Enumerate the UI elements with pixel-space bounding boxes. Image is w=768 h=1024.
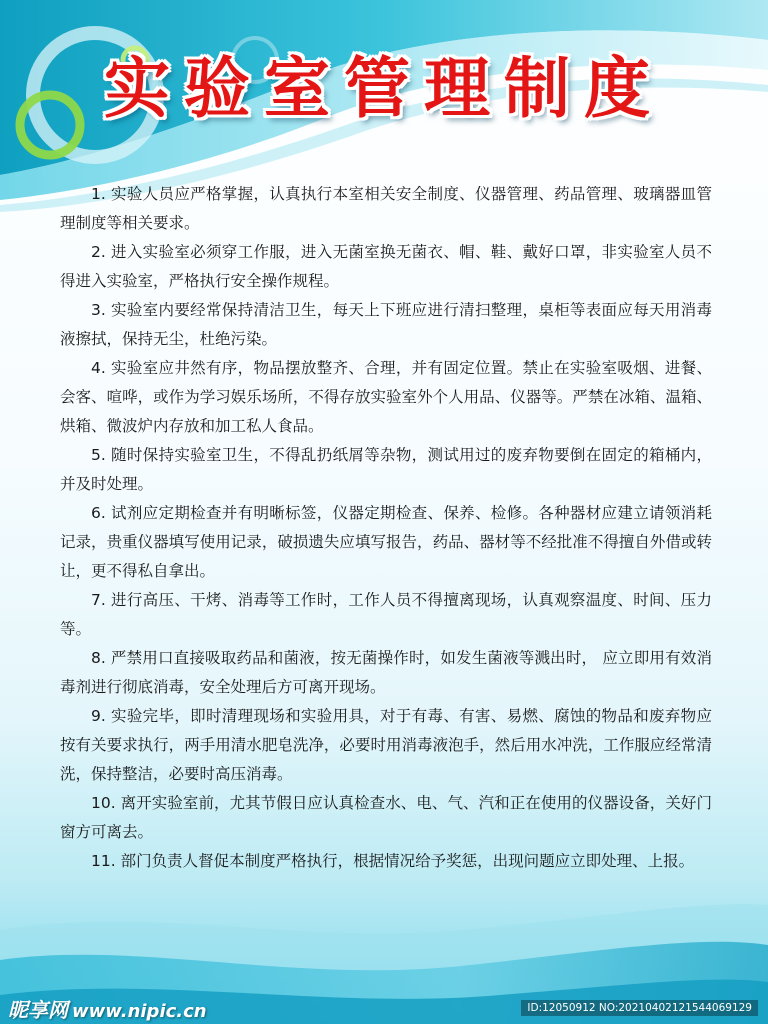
rule-item: 3. 实验室内要经常保持清洁卫生，每天上下班应进行清扫整理，桌柜等表面应每天用消毒液擦拭，保持无尘，杜绝污染。 <box>60 301 712 348</box>
rule-item: 9. 实验完毕，即时清理现场和实验用具，对于有毒、有害、易燃、腐蚀的物品和废弃物应按有关要求执行，两手用清水肥皂洗净，必要时用消毒液泡手，然后用水冲洗，工作服应经常清洗，保持整洁，必要时高压消毒。 <box>60 707 712 783</box>
rules-list <box>60 180 712 876</box>
rule-item: 4. 实验室应井然有序，物品摆放整齐、合理，并有固定位置。禁止在实验室吸烟、进餐、会客、喧哗，或作为学习娱乐场所，不得存放实验室外个人用品、仪器等。严禁在冰箱、温箱、烘箱、微波炉内存放和加工私人食品。 <box>60 359 712 435</box>
rule-item: 2. 进入实验室必须穿工作服，进入无菌室换无菌衣、帽、鞋、戴好口罩，非实验室人员不得进入实验室，严格执行安全操作规程。 <box>60 243 712 290</box>
rule-item: 10. 离开实验室前，尤其节假日应认真检查水、电、气、汽和正在使用的仪器设备，关好门窗方可离去。 <box>60 794 712 841</box>
rule-item: 7. 进行高压、干烤、消毒等工作时，工作人员不得擅离现场，认真观察温度、时间、压力等。 <box>60 591 712 638</box>
rule-item: 5. 随时保持实验室卫生，不得乱扔纸屑等杂物，测试用过的废弃物要倒在固定的箱桶内，并及时处理。 <box>60 446 712 493</box>
watermark-logo-text: 昵享网 <box>8 998 68 1022</box>
rule-item: 11. 部门负责人督促本制度严格执行，根据情况给予奖惩，出现问题应立即处理、上报。 <box>91 852 695 870</box>
rule-item: 6. 试剂应定期检查并有明晰标签，仪器定期检查、保养、检修。各种器材应建立请领消耗记录，贵重仪器填写使用记录，破损遗失应填写报告，药品、器材等不经批准不得擅自外借或转让，更不得私自拿出。 <box>60 504 712 580</box>
rule-item: 1. 实验人员应严格掌握，认真执行本室相关安全制度、仪器管理、药品管理、玻璃器皿管理制度等相关要求。 <box>60 185 712 232</box>
watermark-id: ID:12050912 NO:20210402121544069129 <box>521 1000 758 1016</box>
watermark-url: www.nipic.cn <box>72 1001 207 1022</box>
poster-title: 实验室管理制度 <box>104 49 664 127</box>
rule-item: 8. 严禁用口直接吸取药品和菌液，按无菌操作时，如发生菌液等溅出时， 应立即用有效消毒剂进行彻底消毒，安全处理后方可离开现场。 <box>60 649 712 696</box>
watermark-logo <box>8 994 207 1023</box>
